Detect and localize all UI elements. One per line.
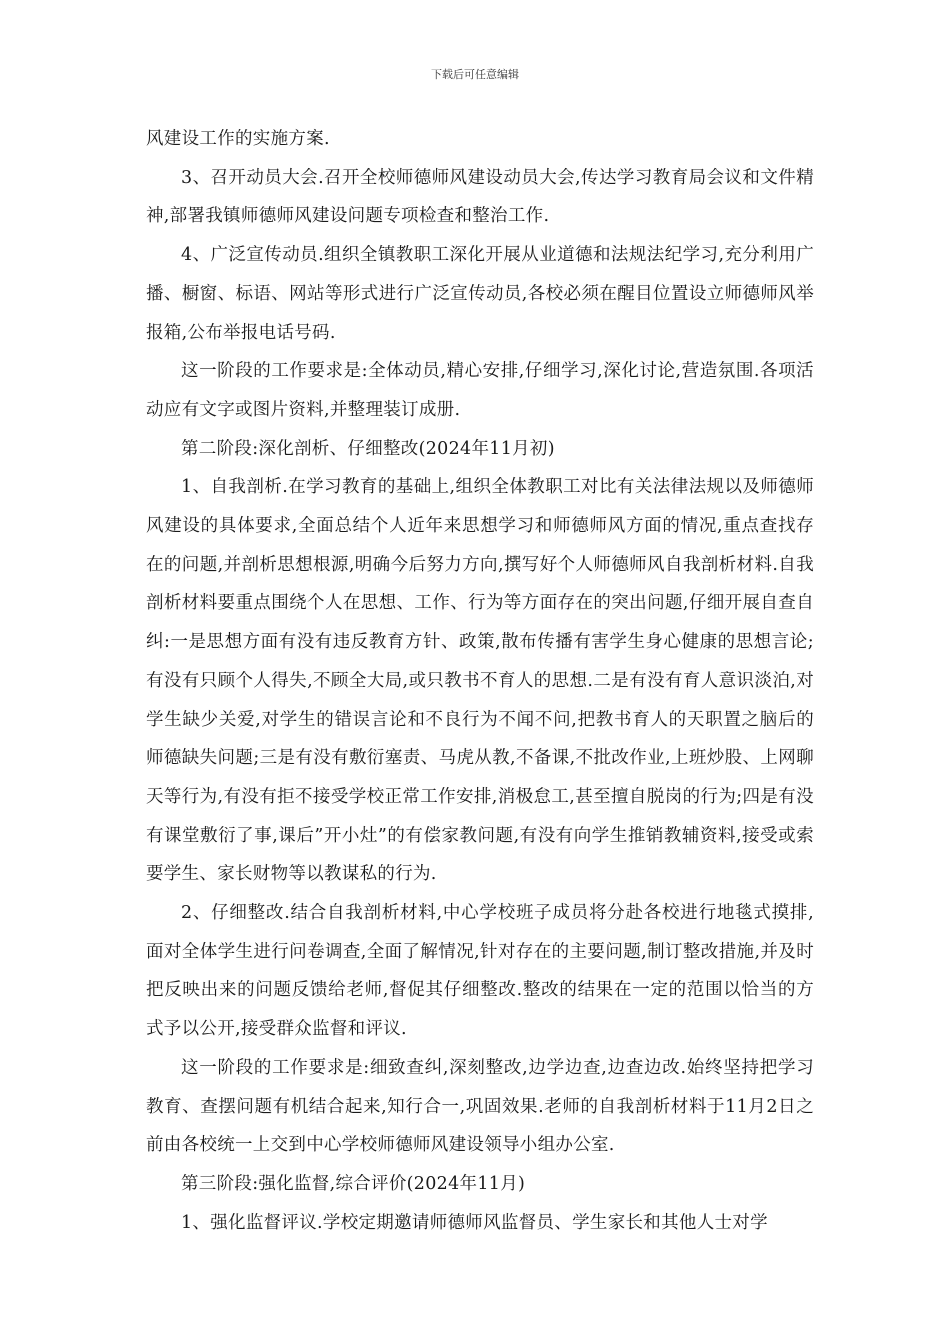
paragraph: 这一阶段的工作要求是:细致查纠,深刻整改,边学边查,边查边改.始终坚持把学习教育、查摆问题有机结合起来,知行合一,巩固效果.老师的自我剖析材料于11月2日之前由各校统一上交到中心学校师德师风建设领导小组办公室. xyxy=(146,1057,814,1156)
section-heading: 第二阶段:深化剖析、仔细整改(2024年11月初) xyxy=(181,438,555,459)
page-header-note: 下载后可任意编辑 xyxy=(431,68,519,81)
paragraph: 这一阶段的工作要求是:全体动员,精心安排,仔细学习,深化讨论,营造氛围.各项活动应有文字或图片资料,并整理装订成册. xyxy=(146,361,814,420)
paragraph: 1、强化监督评议.学校定期邀请师德师风监督员、学生家长和其他人士对学 xyxy=(181,1212,768,1233)
paragraph: 4、广泛宣传动员.组织全镇教职工深化开展从业道德和法规法纪学习,充分利用广播、橱窗、标语、网站等形式进行广泛宣传动员,各校必须在醒目位置设立师德师风举报箱,公布举报电话号码. xyxy=(146,245,814,343)
paragraph: 风建设工作的实施方案. xyxy=(146,129,330,149)
paragraph: 1、自我剖析.在学习教育的基础上,组织全体教职工对比有关法律法规以及师德师风建设的具体要求,全面总结个人近年来思想学习和师德师风方面的情况,重点查找存在的问题,并剖析思想根源,明确今后努力方向,撰写好个人师德师风自我剖析材料.自我剖析材料要重点围绕个人在思想、工作、行为等方面存在的突出问题,仔细开展自查自纠:一是思想方面有没有违反教育方针、政策,散布传播有害学生身心健康的思想言论;有没有只顾个人得失,不顾全大局,或只教书不育人的思想.二是有没有育人意识淡泊,对学生缺少关爱,对学生的错误言论和不良行为不闻不问,把教书育人的天职置之脑后的师德缺失问题;三是有没有敷衍塞责、马虎从教,不备课,不批改作业,上班炒股、上网聊天等行为,有没有拒不接受学校正常工作安排,消极怠工,甚至擅自脱岗的行为;四是有没有课堂敷衍了事,课后”开小灶”的有偿家教问题,有没有向学生推销教辅资料,接受或索要学生、家长财物等以教谋私的行为. xyxy=(146,477,814,885)
paragraph: 3、召开动员大会.召开全校师德师风建设动员大会,传达学习教育局会议和文件精神,部署我镇师德师风建设问题专项检查和整治工作. xyxy=(146,167,814,227)
document-body xyxy=(146,120,814,1242)
section-heading: 第三阶段:强化监督,综合评价(2024年11月) xyxy=(181,1173,526,1194)
paragraph: 2、仔细整改.结合自我剖析材料,中心学校班子成员将分赴各校进行地毯式摸排,面对全体学生进行问卷调查,全面了解情况,针对存在的主要问题,制订整改措施,并及时把反映出来的问题反馈给老师,督促其仔细整改.整改的结果在一定的范围以恰当的方式予以公开,接受群众监督和评议. xyxy=(146,903,814,1040)
